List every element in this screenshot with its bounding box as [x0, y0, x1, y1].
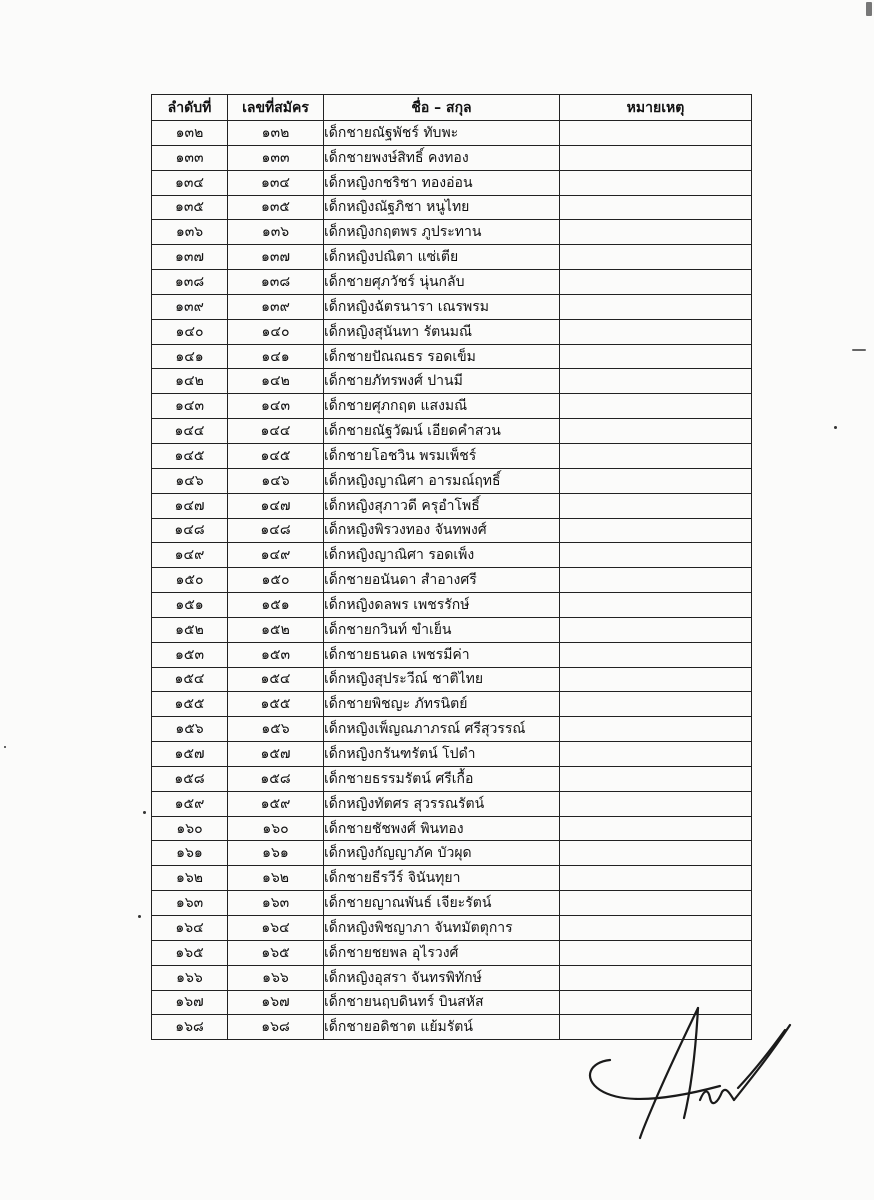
cell-application-number: ๑๕๗	[228, 742, 324, 767]
cell-remarks	[560, 543, 752, 568]
cell-application-number: ๑๓๗	[228, 245, 324, 270]
cell-application-number: ๑๕๒	[228, 617, 324, 642]
cell-application-number: ๑๔๑	[228, 344, 324, 369]
cell-order: ๑๕๒	[152, 617, 228, 642]
cell-remarks	[560, 145, 752, 170]
cell-application-number: ๑๔๖	[228, 468, 324, 493]
cell-remarks	[560, 866, 752, 891]
table-row	[152, 220, 752, 245]
cell-remarks	[560, 593, 752, 618]
cell-full-name: เด็กหญิงกัญญาภัค บัวผุด	[324, 841, 560, 866]
cell-order: ๑๖๖	[152, 965, 228, 990]
cell-remarks	[560, 443, 752, 468]
cell-remarks	[560, 617, 752, 642]
cell-remarks	[560, 766, 752, 791]
cell-full-name: เด็กชายภัทรพงศ์ ปานมี	[324, 369, 560, 394]
cell-full-name: เด็กหญิงปณิตา แซ่เตีย	[324, 245, 560, 270]
cell-full-name: เด็กชายโอชวิน พรมเพ็ชร์	[324, 443, 560, 468]
cell-full-name: เด็กหญิงญาณิศา รอดเพ็ง	[324, 543, 560, 568]
scan-speck	[852, 349, 866, 351]
cell-full-name: เด็กหญิงกรันฑรัตน์ โปดำ	[324, 742, 560, 767]
cell-full-name: เด็กหญิงพิรวงทอง จันทพงศ์	[324, 518, 560, 543]
cell-order: ๑๖๔	[152, 916, 228, 941]
cell-order: ๑๔๕	[152, 443, 228, 468]
table-row	[152, 195, 752, 220]
cell-full-name: เด็กชายปัณณธร รอดเข็ม	[324, 344, 560, 369]
cell-remarks	[560, 369, 752, 394]
cell-full-name: เด็กหญิงกฤตพร ภูประทาน	[324, 220, 560, 245]
table-row	[152, 493, 752, 518]
table-row	[152, 468, 752, 493]
cell-full-name: เด็กชายชยพล อุไรวงศ์	[324, 940, 560, 965]
cell-remarks	[560, 916, 752, 941]
cell-order: ๑๔๓	[152, 394, 228, 419]
cell-application-number: ๑๕๑	[228, 593, 324, 618]
cell-remarks	[560, 518, 752, 543]
table-row	[152, 667, 752, 692]
cell-order: ๑๓๒	[152, 121, 228, 146]
cell-full-name: เด็กชายนฤบดินทร์ บินสหัส	[324, 990, 560, 1015]
table-row	[152, 816, 752, 841]
table-row	[152, 543, 752, 568]
cell-order: ๑๖๑	[152, 841, 228, 866]
cell-full-name: เด็กชายอนันดา สำอางศรี	[324, 568, 560, 593]
cell-order: ๑๓๓	[152, 145, 228, 170]
cell-application-number: ๑๖๑	[228, 841, 324, 866]
cell-remarks	[560, 791, 752, 816]
cell-full-name: เด็กชายพิชญะ ภัทรนิตย์	[324, 692, 560, 717]
scan-speck	[138, 915, 141, 918]
cell-application-number: ๑๔๓	[228, 394, 324, 419]
cell-full-name: เด็กหญิงสุภาวดี ครุอำโพธิ์	[324, 493, 560, 518]
cell-full-name: เด็กชายอดิชาต แย้มรัตน์	[324, 1015, 560, 1040]
cell-application-number: ๑๓๘	[228, 270, 324, 295]
cell-application-number: ๑๔๔	[228, 419, 324, 444]
cell-full-name: เด็กชายธีรวีร์ จินันทุยา	[324, 866, 560, 891]
cell-remarks	[560, 419, 752, 444]
cell-order: ๑๓๖	[152, 220, 228, 245]
cell-order: ๑๔๐	[152, 319, 228, 344]
table-row	[152, 866, 752, 891]
cell-full-name: เด็กหญิงญาณิศา อารมณ์ฤทธิ์	[324, 468, 560, 493]
cell-full-name: เด็กหญิงพิชญาภา จันทมัตตุการ	[324, 916, 560, 941]
cell-order: ๑๓๙	[152, 294, 228, 319]
header-full-name: ชื่อ – สกุล	[324, 95, 560, 121]
cell-application-number: ๑๖๖	[228, 965, 324, 990]
cell-order: ๑๔๖	[152, 468, 228, 493]
cell-application-number: ๑๓๓	[228, 145, 324, 170]
cell-application-number: ๑๕๔	[228, 667, 324, 692]
cell-order: ๑๓๕	[152, 195, 228, 220]
cell-remarks	[560, 344, 752, 369]
cell-application-number: ๑๓๔	[228, 170, 324, 195]
cell-full-name: เด็กชายธรรมรัตน์ ศรีเกื้อ	[324, 766, 560, 791]
cell-remarks	[560, 642, 752, 667]
cell-remarks	[560, 170, 752, 195]
cell-remarks	[560, 841, 752, 866]
cell-application-number: ๑๔๕	[228, 443, 324, 468]
table-row	[152, 270, 752, 295]
cell-remarks	[560, 319, 752, 344]
cell-order: ๑๓๗	[152, 245, 228, 270]
cell-remarks	[560, 220, 752, 245]
table-row	[152, 369, 752, 394]
cell-order: ๑๕๗	[152, 742, 228, 767]
cell-application-number: ๑๕๓	[228, 642, 324, 667]
table-row	[152, 965, 752, 990]
cell-order: ๑๕๕	[152, 692, 228, 717]
cell-application-number: ๑๖๘	[228, 1015, 324, 1040]
cell-remarks	[560, 717, 752, 742]
cell-remarks	[560, 294, 752, 319]
cell-order: ๑๔๗	[152, 493, 228, 518]
scan-speck	[866, 2, 872, 16]
header-remarks: หมายเหตุ	[560, 95, 752, 121]
table-row	[152, 717, 752, 742]
cell-application-number: ๑๕๖	[228, 717, 324, 742]
cell-full-name: เด็กชายศุภกฤต แสงมณี	[324, 394, 560, 419]
cell-remarks	[560, 940, 752, 965]
cell-order: ๑๕๔	[152, 667, 228, 692]
cell-application-number: ๑๓๖	[228, 220, 324, 245]
table-row	[152, 593, 752, 618]
cell-order: ๑๔๘	[152, 518, 228, 543]
cell-order: ๑๔๑	[152, 344, 228, 369]
cell-remarks	[560, 692, 752, 717]
scan-speck	[834, 426, 837, 429]
cell-order: ๑๖๕	[152, 940, 228, 965]
cell-order: ๑๕๑	[152, 593, 228, 618]
cell-application-number: ๑๕๕	[228, 692, 324, 717]
cell-full-name: เด็กชายพงษ์สิทธิ์ คงทอง	[324, 145, 560, 170]
table-row	[152, 344, 752, 369]
table-row	[152, 121, 752, 146]
cell-order: ๑๔๒	[152, 369, 228, 394]
cell-remarks	[560, 468, 752, 493]
cell-application-number: ๑๔๘	[228, 518, 324, 543]
cell-full-name: เด็กหญิงสุนันทา รัตนมณี	[324, 319, 560, 344]
cell-remarks	[560, 394, 752, 419]
cell-full-name: เด็กหญิงณัฐภิชา หนูไทย	[324, 195, 560, 220]
scan-speck	[143, 811, 146, 814]
cell-full-name: เด็กหญิงอุสรา จันทรพิทักษ์	[324, 965, 560, 990]
signature-icon	[580, 990, 800, 1140]
table-row	[152, 170, 752, 195]
cell-full-name: เด็กหญิงฉัตรนารา เณรพรม	[324, 294, 560, 319]
cell-order: ๑๖๗	[152, 990, 228, 1015]
cell-remarks	[560, 742, 752, 767]
cell-remarks	[560, 816, 752, 841]
header-order: ลำดับที่	[152, 95, 228, 121]
table-row	[152, 145, 752, 170]
cell-full-name: เด็กหญิงกชริชา ทองอ่อน	[324, 170, 560, 195]
table-row	[152, 791, 752, 816]
cell-remarks	[560, 891, 752, 916]
cell-application-number: ๑๓๕	[228, 195, 324, 220]
cell-order: ๑๖๒	[152, 866, 228, 891]
table-row	[152, 518, 752, 543]
cell-full-name: เด็กชายชัชพงศ์ พินทอง	[324, 816, 560, 841]
cell-application-number: ๑๖๗	[228, 990, 324, 1015]
cell-order: ๑๕๙	[152, 791, 228, 816]
cell-remarks	[560, 667, 752, 692]
cell-full-name: เด็กชายณัฐวัฒน์ เอียดคำสวน	[324, 419, 560, 444]
cell-application-number: ๑๕๘	[228, 766, 324, 791]
cell-full-name: เด็กชายณัฐพัชร์ ทับพะ	[324, 121, 560, 146]
cell-order: ๑๔๙	[152, 543, 228, 568]
table-body	[152, 121, 752, 1040]
cell-remarks	[560, 245, 752, 270]
cell-full-name: เด็กหญิงเพ็ญณภาภรณ์ ศรีสุวรรณ์	[324, 717, 560, 742]
cell-order: ๑๕๘	[152, 766, 228, 791]
scan-speck	[4, 746, 6, 748]
table-row	[152, 742, 752, 767]
cell-order: ๑๕๖	[152, 717, 228, 742]
cell-order: ๑๕๓	[152, 642, 228, 667]
table-header-row	[152, 95, 752, 121]
cell-full-name: เด็กหญิงทัตศร สุวรรณรัตน์	[324, 791, 560, 816]
table-row	[152, 841, 752, 866]
cell-application-number: ๑๓๒	[228, 121, 324, 146]
cell-remarks	[560, 965, 752, 990]
table-row	[152, 245, 752, 270]
header-application-number: เลขที่สมัคร	[228, 95, 324, 121]
cell-full-name: เด็กชายธนดล เพชรมีค่า	[324, 642, 560, 667]
cell-remarks	[560, 195, 752, 220]
table-row	[152, 568, 752, 593]
table-row	[152, 642, 752, 667]
table-row	[152, 891, 752, 916]
cell-full-name: เด็กหญิงสุประวีณ์ ชาติไทย	[324, 667, 560, 692]
table-row	[152, 294, 752, 319]
table-row	[152, 617, 752, 642]
table-row	[152, 443, 752, 468]
cell-order: ๑๖๘	[152, 1015, 228, 1040]
cell-application-number: ๑๔๙	[228, 543, 324, 568]
cell-application-number: ๑๖๒	[228, 866, 324, 891]
table-row	[152, 419, 752, 444]
table-row	[152, 319, 752, 344]
cell-application-number: ๑๔๐	[228, 319, 324, 344]
cell-application-number: ๑๔๗	[228, 493, 324, 518]
cell-order: ๑๖๓	[152, 891, 228, 916]
table-row	[152, 394, 752, 419]
cell-order: ๑๕๐	[152, 568, 228, 593]
table-row	[152, 940, 752, 965]
cell-order: ๑๓๔	[152, 170, 228, 195]
cell-full-name: เด็กชายกวินท์ ขำเย็น	[324, 617, 560, 642]
cell-application-number: ๑๕๙	[228, 791, 324, 816]
cell-remarks	[560, 493, 752, 518]
cell-remarks	[560, 568, 752, 593]
cell-application-number: ๑๖๔	[228, 916, 324, 941]
table-row	[152, 916, 752, 941]
cell-application-number: ๑๔๒	[228, 369, 324, 394]
applicant-table	[151, 94, 752, 1040]
table-row	[152, 692, 752, 717]
cell-application-number: ๑๖๓	[228, 891, 324, 916]
cell-order: ๑๓๘	[152, 270, 228, 295]
cell-remarks	[560, 121, 752, 146]
cell-order: ๑๔๔	[152, 419, 228, 444]
cell-application-number: ๑๖๐	[228, 816, 324, 841]
cell-full-name: เด็กหญิงดลพร เพชรรักษ์	[324, 593, 560, 618]
cell-order: ๑๖๐	[152, 816, 228, 841]
cell-application-number: ๑๖๕	[228, 940, 324, 965]
cell-application-number: ๑๕๐	[228, 568, 324, 593]
cell-full-name: เด็กชายศุภวัชร์ นุ่นกลับ	[324, 270, 560, 295]
table-row	[152, 766, 752, 791]
cell-remarks	[560, 270, 752, 295]
cell-application-number: ๑๓๙	[228, 294, 324, 319]
cell-full-name: เด็กชายญาณพันธ์ เจียะรัตน์	[324, 891, 560, 916]
